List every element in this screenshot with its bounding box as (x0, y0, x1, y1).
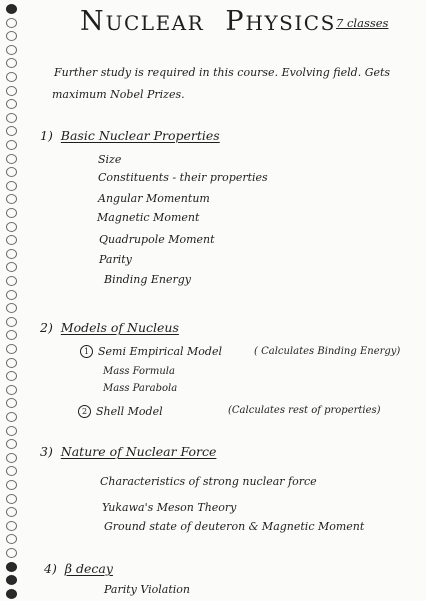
binding-hole (6, 126, 17, 136)
binding-hole (6, 154, 17, 164)
intro-line-2: maximum Nobel Prizes. (52, 88, 185, 101)
list-item: Size (98, 153, 122, 166)
binding-hole (6, 4, 17, 14)
model-1 (80, 345, 222, 358)
list-item: Quadrupole Moment (99, 233, 215, 246)
list-item: Mass Formula (103, 366, 175, 377)
list-item: Yukawa's Meson Theory (102, 501, 237, 514)
binding-hole (6, 262, 17, 272)
binding-hole (6, 222, 17, 232)
binding-hole (6, 562, 17, 572)
numbered-circle: 2 (78, 405, 91, 418)
binding-hole (6, 86, 17, 96)
page-title: NUCLEAR PHYSICS (80, 6, 336, 37)
section-3-heading (40, 444, 216, 459)
section-number: 2) (40, 320, 53, 335)
section-title: Models of Nucleus (60, 320, 179, 335)
section-title: Basic Nuclear Properties (60, 128, 220, 143)
binding-hole (6, 507, 17, 517)
binding-hole (6, 18, 17, 28)
binding-hole (6, 113, 17, 123)
numbered-circle: 1 (80, 345, 93, 358)
binding-hole (6, 589, 17, 599)
section-title: β decay (64, 561, 113, 576)
model-2-label: Shell Model (96, 405, 163, 418)
binding-hole (6, 208, 17, 218)
binding-hole (6, 358, 17, 368)
section-4-heading (44, 561, 113, 576)
binding-hole (6, 548, 17, 558)
binding-hole (6, 371, 17, 381)
binding-hole (6, 140, 17, 150)
section-1-heading (40, 128, 220, 143)
list-item: Parity (99, 253, 132, 266)
binding-hole (6, 575, 17, 585)
binding-hole (6, 99, 17, 109)
list-item: Characteristics of strong nuclear force (100, 475, 317, 488)
binding-hole (6, 317, 17, 327)
binding-hole (6, 534, 17, 544)
binding-hole (6, 426, 17, 436)
binding-hole (6, 303, 17, 313)
binding-hole (6, 466, 17, 476)
list-item: Ground state of deuteron & Magnetic Moment (104, 520, 365, 533)
binding-hole (6, 45, 17, 55)
list-item: Parity Violation (104, 583, 190, 596)
binding-hole (6, 167, 17, 177)
section-number: 1) (40, 128, 53, 143)
model-2 (78, 405, 163, 418)
binding-hole (6, 412, 17, 422)
binding-hole (6, 439, 17, 449)
binding-hole (6, 181, 17, 191)
binding-hole (6, 194, 17, 204)
model-1-note: ( Calculates Binding Energy) (254, 346, 401, 357)
list-item: Angular Momentum (98, 192, 210, 205)
list-item: Binding Energy (104, 273, 192, 286)
binding-hole (6, 249, 17, 259)
binding-hole (6, 276, 17, 286)
binding-hole (6, 521, 17, 531)
spiral-binding (4, 0, 20, 601)
section-number: 3) (40, 444, 53, 459)
binding-hole (6, 72, 17, 82)
binding-hole (6, 398, 17, 408)
binding-hole (6, 58, 17, 68)
binding-hole (6, 480, 17, 490)
binding-hole (6, 31, 17, 41)
binding-hole (6, 290, 17, 300)
list-item: Mass Parabola (103, 383, 178, 394)
binding-hole (6, 494, 17, 504)
model-2-note: (Calculates rest of properties) (228, 405, 381, 416)
section-number: 4) (44, 561, 57, 576)
binding-hole (6, 453, 17, 463)
list-item: Magnetic Moment (97, 211, 200, 224)
binding-hole (6, 235, 17, 245)
class-count: 7 classes (336, 16, 389, 30)
section-2-heading (40, 320, 179, 335)
list-item: Constituents - their properties (98, 171, 268, 184)
binding-hole (6, 330, 17, 340)
intro-line-1: Further study is required in this course. Evolving field. Gets (54, 66, 391, 79)
model-1-label: Semi Empirical Model (98, 345, 222, 358)
binding-hole (6, 385, 17, 395)
binding-hole (6, 344, 17, 354)
section-title: Nature of Nuclear Force (60, 444, 217, 459)
